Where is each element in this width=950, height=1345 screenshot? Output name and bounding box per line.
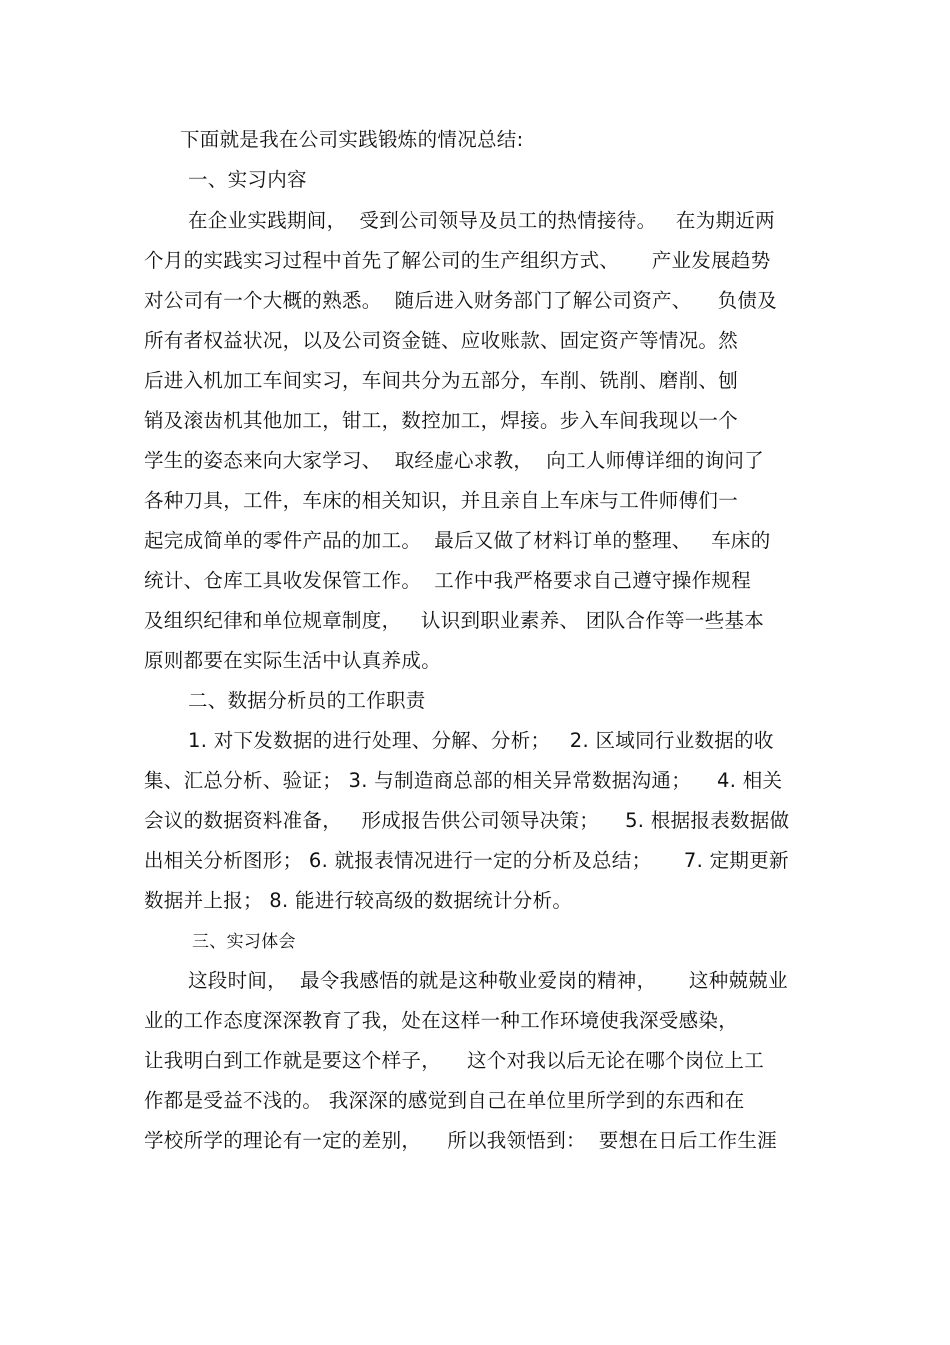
paragraph-line: 这段时间， 最令我感悟的就是这种敬业爱岗的精神， 这种兢兢业 — [188, 969, 788, 992]
paragraph-line: 统计、仓库工具收发保管工作。 工作中我严格要求自己遵守操作规程 — [144, 569, 751, 592]
section-heading-internship-content: 一、实习内容 — [188, 168, 307, 191]
paragraph-line: 集、汇总分析、验证； 3. 与制造商总部的相关异常数据沟通； 4. 相关 — [144, 769, 783, 792]
paragraph-line: 个月的实践实习过程中首先了解公司的生产组织方式、 产业发展趋势 — [144, 249, 771, 272]
paragraph-line: 学生的姿态来向大家学习、 取经虚心求教， 向工人师傅详细的询问了 — [144, 449, 764, 472]
paragraph-line: 后进入机加工车间实习，车间共分为五部分，车削、铣削、磨削、刨 — [144, 369, 739, 392]
summary-intro-line: 下面就是我在公司实践锻炼的情况总结: — [180, 128, 524, 151]
paragraph-line: 起完成简单的零件产品的加工。 最后又做了材料订单的整理、 车床的 — [144, 529, 771, 552]
paragraph-line: 业的工作态度深深教育了我，处在这样一种工作环境使我深受感染， — [144, 1009, 739, 1032]
paragraph-line: 各种刀具，工件，车床的相关知识，并且亲自上车床与工件师傅们一 — [144, 489, 739, 512]
paragraph-line: 所有者权益状况，以及公司资金链、应收账款、固定资产等情况。然 — [144, 329, 739, 352]
paragraph-line: 出相关分析图形； 6. 就报表情况进行一定的分析及总结； 7. 定期更新 — [144, 849, 789, 872]
paragraph-line: 让我明白到工作就是要这个样子， 这个对我以后无论在哪个岗位上工 — [144, 1049, 764, 1072]
paragraph-line: 作都是受益不浅的。 我深深的感觉到自己在单位里所学到的东西和在 — [144, 1089, 745, 1112]
paragraph-line: 学校所学的理论有一定的差别， 所以我领悟到： 要想在日后工作生涯 — [144, 1129, 777, 1152]
section-heading-data-analyst-duties: 二、数据分析员的工作职责 — [188, 689, 426, 712]
paragraph-line: 1. 对下发数据的进行处理、分解、分析； 2. 区域同行业数据的收 — [188, 729, 774, 752]
section-heading-internship-reflections: 三、实习体会 — [192, 932, 296, 952]
paragraph-line: 在企业实践期间， 受到公司领导及员工的热情接待。 在为期近两 — [188, 209, 775, 232]
paragraph-line: 会议的数据资料准备， 形成报告供公司领导决策； 5. 根据报表数据做 — [144, 809, 790, 832]
paragraph-line: 对公司有一个大概的熟悉。 随后进入财务部门了解公司资产、 负债及 — [144, 289, 777, 312]
paragraph-line: 数据并上报； 8. 能进行较高级的数据统计分析。 — [144, 889, 573, 912]
paragraph-line: 原则都要在实际生活中认真养成。 — [144, 649, 442, 672]
paragraph-line: 及组织纪律和单位规章制度， 认识到职业素养、 团队合作等一些基本 — [144, 609, 764, 632]
paragraph-line: 销及滚齿机其他加工，钳工，数控加工，焊接。步入车间我现以一个 — [144, 409, 739, 432]
